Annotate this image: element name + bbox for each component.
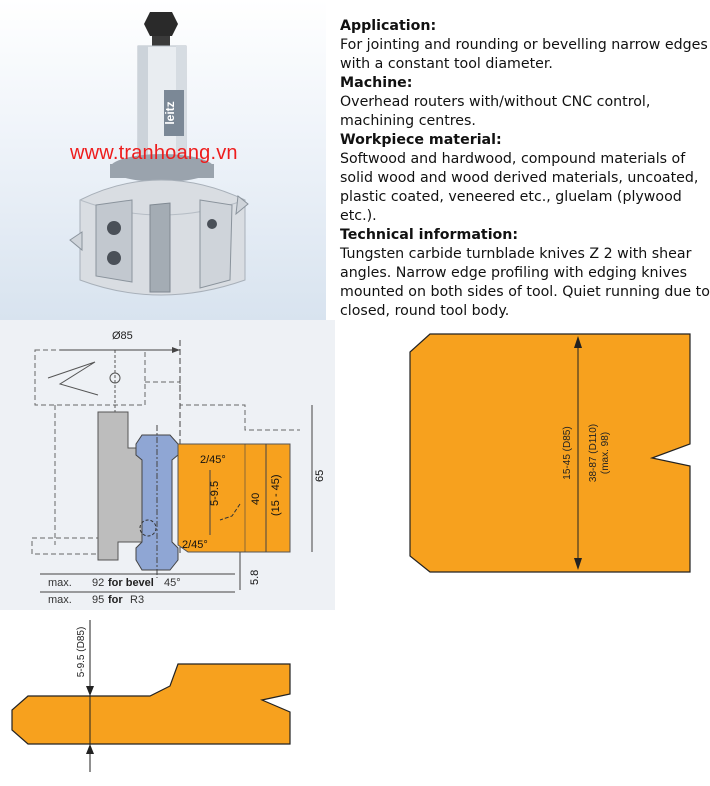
- bevel-top: 2/45°: [200, 454, 226, 466]
- application-heading: Application:: [340, 18, 437, 34]
- dim-65: 65: [314, 469, 326, 482]
- dim-diameter: Ø85: [112, 330, 133, 342]
- dim-d110: 38-87 (D110): [588, 423, 599, 483]
- max-label-2: max.: [48, 594, 72, 606]
- workpiece-profile-bottom: [0, 612, 300, 786]
- dim-d85: 15-45 (D85): [562, 426, 573, 480]
- brand-logo: leitz: [163, 101, 177, 125]
- max-for-1: for bevel: [108, 577, 154, 589]
- dim-bottom: 5-9.5 (D85): [76, 626, 87, 678]
- max-value-2: 95: [92, 594, 105, 606]
- product-description: [340, 17, 710, 321]
- bevel-bottom: 2/45°: [182, 539, 208, 551]
- workpiece-text: Softwood and hardwood, compound materials of solid wood and wood derived materials, uncoated, plastic coated, veneered etc., gluelam (plywood etc.).: [340, 151, 699, 224]
- max-for-2: for: [108, 594, 123, 606]
- max-label-1: max.: [48, 577, 72, 589]
- workpiece-heading: Workpiece material:: [340, 132, 502, 148]
- workpiece-profile-right: [400, 328, 700, 578]
- technical-drawing: [0, 320, 335, 610]
- product-photo: [0, 0, 326, 320]
- max-r-2: R3: [130, 594, 145, 606]
- technical-heading: Technical information:: [340, 227, 519, 243]
- watermark: www.tranhoang.vn: [70, 142, 238, 164]
- dim-max-98: (max. 98): [600, 431, 611, 475]
- dim-5-8: 5.8: [249, 569, 261, 585]
- dim-15-45: (15 - 45): [270, 474, 282, 516]
- technical-text: Tungsten carbide turnblade knives Z 2 with shear angles. Narrow edge profiling with edging knives mounted on both sides of tool. Quiet running due to closed, round tool body.: [340, 246, 710, 319]
- max-value-1: 92: [92, 577, 105, 589]
- dim-40: 40: [250, 492, 262, 505]
- machine-heading: Machine:: [340, 75, 413, 91]
- application-text: For jointing and rounding or bevelling narrow edges with a constant tool diameter.: [340, 37, 708, 72]
- dim-5-9-5: 5-9.5: [209, 480, 221, 506]
- machine-text: Overhead routers with/without CNC control, machining centres.: [340, 94, 651, 129]
- max-angle-1: 45°: [164, 577, 181, 589]
